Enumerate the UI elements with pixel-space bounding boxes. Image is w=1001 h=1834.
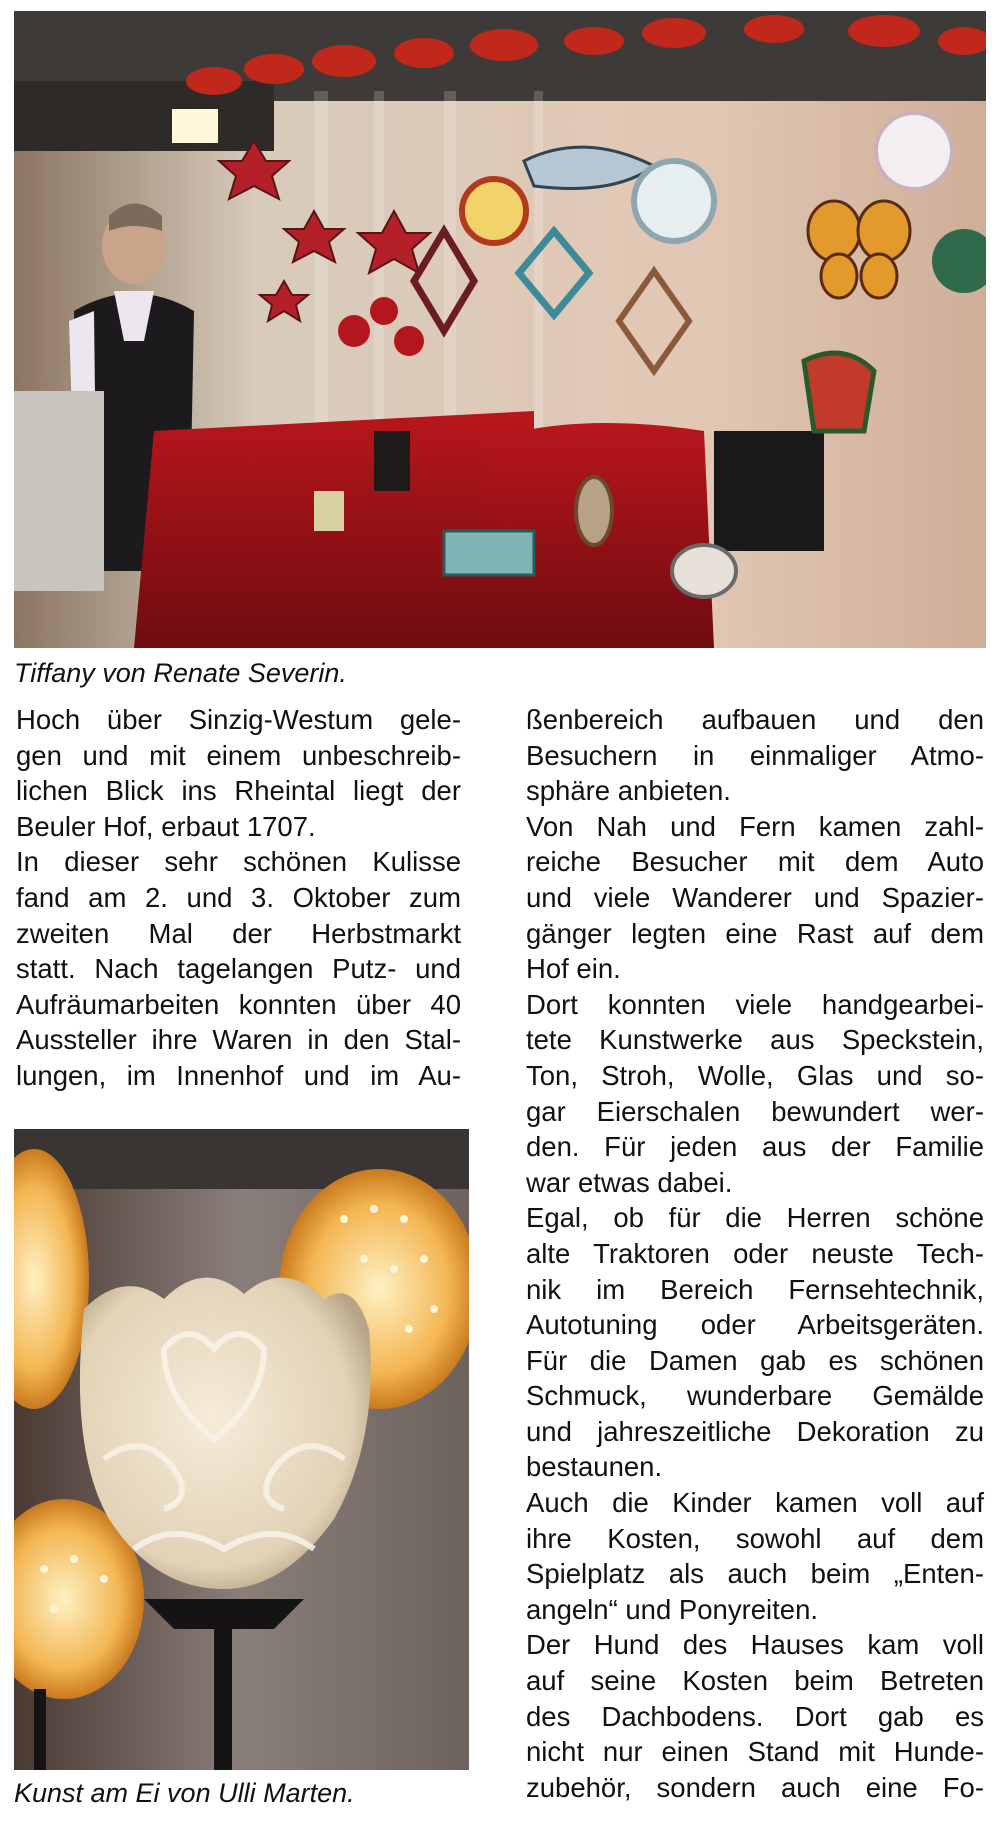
text-line: Von Nah und Fern kamen zahl-	[526, 810, 984, 842]
article-left-column	[16, 702, 461, 1094]
text-line: Für die Damen gab es schönen	[526, 1344, 984, 1376]
text-line: Egal, ob für die Herren schöne	[526, 1202, 984, 1234]
text-line: Beuler Hof, erbaut 1707.	[16, 810, 316, 842]
text-line: und jahreszeitliche Dekoration zu	[526, 1415, 984, 1447]
text-line: ihre Kosten, sowohl auf dem	[526, 1522, 984, 1554]
text-line: Schmuck, wunderbare Gemälde	[526, 1380, 984, 1412]
article-right-column	[526, 702, 984, 1805]
text-line: gar Eierschalen bewundert wer-	[526, 1095, 984, 1127]
text-line: Besuchern in einmaliger Atmo-	[526, 739, 984, 771]
text-line: tete Kunstwerke aus Speckstein,	[526, 1024, 984, 1056]
text-line: Der Hund des Hauses kam voll	[526, 1629, 984, 1661]
text-line: reiche Besucher mit dem Auto	[526, 846, 984, 878]
text-line: auf seine Kosten beim Betreten	[526, 1665, 984, 1697]
text-line: den. Für jeden aus der Familie	[526, 1131, 984, 1163]
text-line: Auch die Kinder kamen voll auf	[526, 1487, 984, 1519]
text-line: Spielplatz als auch beim „Enten-	[526, 1558, 984, 1590]
text-line: Dort konnten viele handgearbei-	[526, 988, 984, 1020]
text-line: war etwas dabei.	[526, 1166, 733, 1198]
text-line: gen und mit einem unbeschreib-	[16, 739, 461, 771]
text-line: nicht nur einen Stand mit Hunde-	[526, 1736, 984, 1768]
text-line: nik im Bereich Fernsehtechnik,	[526, 1273, 984, 1305]
text-line: In dieser sehr schönen Kulisse	[16, 846, 461, 878]
text-line: Aufräumarbeiten konnten über 40	[16, 988, 461, 1020]
text-line: gänger legten eine Rast auf dem	[526, 917, 984, 949]
text-line: fand am 2. und 3. Oktober zum	[16, 881, 461, 913]
text-line: zubehör, sondern auch eine Fo-	[526, 1771, 984, 1803]
stained-glass-photo	[14, 11, 986, 648]
text-line: bestaunen.	[526, 1451, 663, 1483]
text-line: Ton, Stroh, Wolle, Glas und so-	[526, 1059, 984, 1091]
text-line: lungen, im Innenhof und im Au-	[16, 1059, 461, 1091]
carved-eggshell-lamp-photo	[14, 1129, 469, 1770]
text-line: angeln“ und Ponyreiten.	[526, 1593, 819, 1625]
text-line: alte Traktoren oder neuste Tech-	[526, 1237, 984, 1269]
text-line: Hoch über Sinzig-Westum gele-	[16, 704, 461, 735]
text-line: sphäre anbieten.	[526, 775, 731, 807]
photo-caption-tiffany: Tiffany von Renate Severin.	[14, 658, 347, 688]
text-line: Autotuning oder Arbeitsgeräten.	[526, 1309, 984, 1341]
text-line: ßenbereich aufbauen und den	[526, 704, 984, 735]
text-line: lichen Blick ins Rheintal liegt der	[16, 775, 461, 807]
text-line: und viele Wanderer und Spazier-	[526, 881, 984, 913]
text-line: statt. Nach tagelangen Putz- und	[16, 953, 461, 985]
photo-caption-egg-art: Kunst am Ei von Ulli Marten.	[14, 1778, 355, 1808]
text-line: zweiten Mal der Herbstmarkt	[16, 917, 461, 949]
text-line: Aussteller ihre Waren in den Stal-	[16, 1024, 461, 1056]
text-line: Hof ein.	[526, 953, 621, 985]
text-line: des Dachbodens. Dort gab es	[526, 1700, 984, 1732]
